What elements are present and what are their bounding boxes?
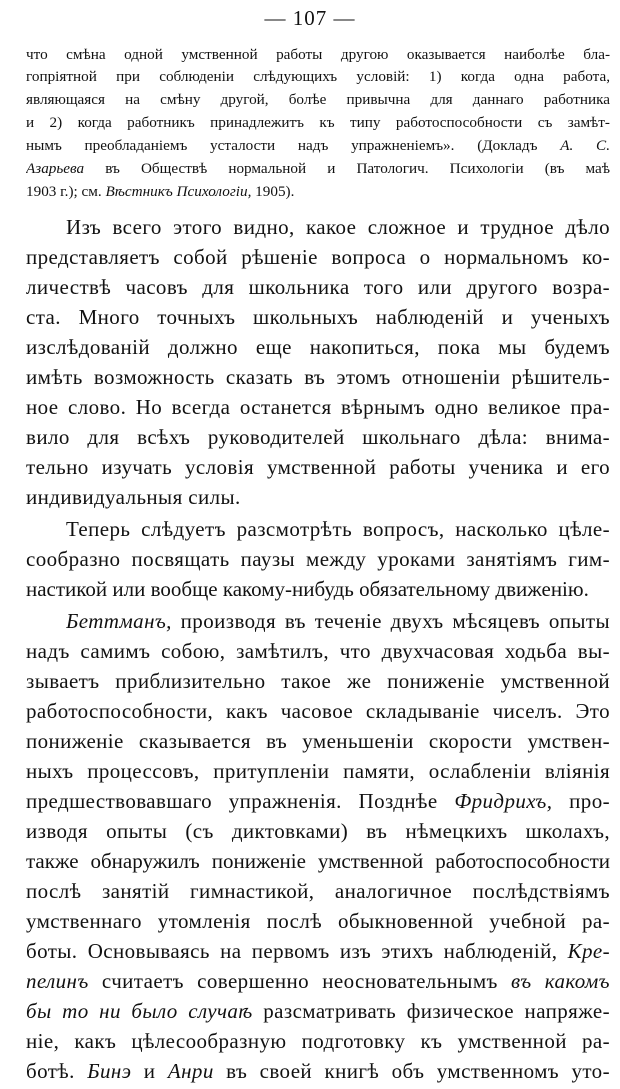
italic-phrase: въ какомъ [510, 969, 610, 993]
text-line [26, 996, 610, 1026]
text-line: настикой или вообще какому-нибудь обязательному движенію. [26, 577, 589, 601]
text-line: представляетъ собой рѣшеніе вопроса о нормальномъ ко- [26, 245, 610, 269]
footnote-author: Азарьева [26, 160, 85, 177]
text-line: ніе, какъ цѣлесообразную подготовку къ умственной ра- [26, 1029, 610, 1053]
text-line: имѣть возможность сказать въ этомъ отношеніи рѣшитель- [26, 365, 610, 389]
footnote-line: являющаяся на смѣну другой, болѣе привычна для даннаго работника [26, 91, 610, 108]
footnote-author-initials: А. С. [560, 137, 610, 154]
footnote-text: 1905). [255, 183, 295, 200]
footnote-line [26, 158, 610, 180]
text-line: также обнаружилъ пониженіе умственной работоспособности [26, 849, 610, 873]
text-fragment: производя въ теченіе двухъ мѣсяцевъ опыты [180, 609, 610, 633]
text-fragment: предшествовавшаго упражненія. Позднѣе [26, 789, 438, 813]
text-line: ныхъ процессовъ, притупленіи памяти, ослабленіи вліянія [26, 759, 610, 783]
text-fragment: разсматривать физическое напряже- [263, 999, 610, 1023]
footnote-line [26, 135, 610, 157]
person-name: Фридрихъ, [454, 789, 553, 813]
footnote-text: 1903 г.); см. [26, 183, 102, 200]
text-fragment: ботѣ. [26, 1059, 75, 1083]
text-line: вило для всѣхъ руководителей школьнаго дѣла: внима- [26, 425, 610, 449]
footnote-line: и 2) когда работникъ принадлежитъ къ типу работоспособности съ замѣт- [26, 114, 610, 131]
text-line: Изъ всего этого видно, какое сложное и трудное дѣло [66, 215, 610, 239]
text-line: личествѣ часовъ для школьника того или другого возра- [26, 275, 610, 299]
person-name: пелинъ [26, 969, 89, 993]
person-name: Анри [167, 1059, 214, 1083]
text-line: тельно изучать условія умственной работы ученика и его [26, 455, 610, 479]
italic-phrase: бы то ни было случаѣ [26, 999, 253, 1023]
text-fragment: и [143, 1059, 156, 1083]
text-line [26, 966, 610, 996]
text-line [26, 1056, 610, 1086]
footnote-line: гопріятной при соблюденіи слѣдующихъ условій: 1) когда одна работа, [26, 68, 610, 85]
text-line [66, 606, 610, 636]
text-line: работоспособности, какъ часовое складываніе чиселъ. Это [26, 699, 610, 723]
footnote-line: что смѣна одной умственной работы другою оказывается наиболѣе бла- [26, 46, 610, 63]
person-name: Кре- [567, 939, 610, 963]
text-line: зываетъ приблизительно такое же пониженіе умственной [26, 669, 610, 693]
page-number: — 107 — [264, 6, 356, 30]
text-line: ста. Много точныхъ школьныхъ наблюденій и ученыхъ [26, 305, 610, 329]
footnote-line [26, 181, 610, 203]
footnote-text: въ Обществѣ нормальной и Патологич. Психологіи (въ маѣ [105, 160, 610, 177]
text-line: Теперь слѣдуетъ разсмотрѣть вопросъ, насколько цѣле- [66, 517, 610, 541]
text-line [26, 786, 610, 816]
text-fragment: боты. Основываясь на первомъ изъ этихъ наблюденій, [26, 939, 558, 963]
text-line: изслѣдованій должно еще накопиться, пока мы будемъ [26, 335, 610, 359]
text-line: надъ самимъ собою, замѣтилъ, что двухчасовая ходьба вы- [26, 639, 610, 663]
text-line: послѣ занятій гимнастикой, аналогичное послѣдствіямъ [26, 879, 610, 903]
text-line: сообразно посвящать паузы между уроками занятіямъ гим- [26, 547, 610, 571]
text-line: умственнаго утомленія послѣ обыкновенной учебной ра- [26, 909, 610, 933]
footnote-journal: Вѣстникъ Психологіи, [105, 183, 252, 200]
text-line: изводя опыты (съ диктовками) въ нѣмецкихъ школахъ, [26, 819, 610, 843]
text-fragment: въ своей книгѣ объ умственномъ уто- [226, 1059, 610, 1083]
person-name: Бинэ [87, 1059, 132, 1083]
footnote-text: нымъ преобладаніемъ усталости надъ упражненіемъ». (Докладъ [26, 137, 538, 154]
text-line: пониженіе сказывается въ уменьшеніи скорости умствен- [26, 729, 610, 753]
text-line: ное слово. Но всегда останется вѣрнымъ одно великое пра- [26, 395, 610, 419]
text-fragment: считаетъ совершенно неосновательнымъ [101, 969, 498, 993]
text-line [26, 936, 610, 966]
text-fragment: про- [569, 789, 610, 813]
person-name: Беттманъ, [66, 609, 172, 633]
text-line: индивидуальныя силы. [26, 485, 241, 509]
